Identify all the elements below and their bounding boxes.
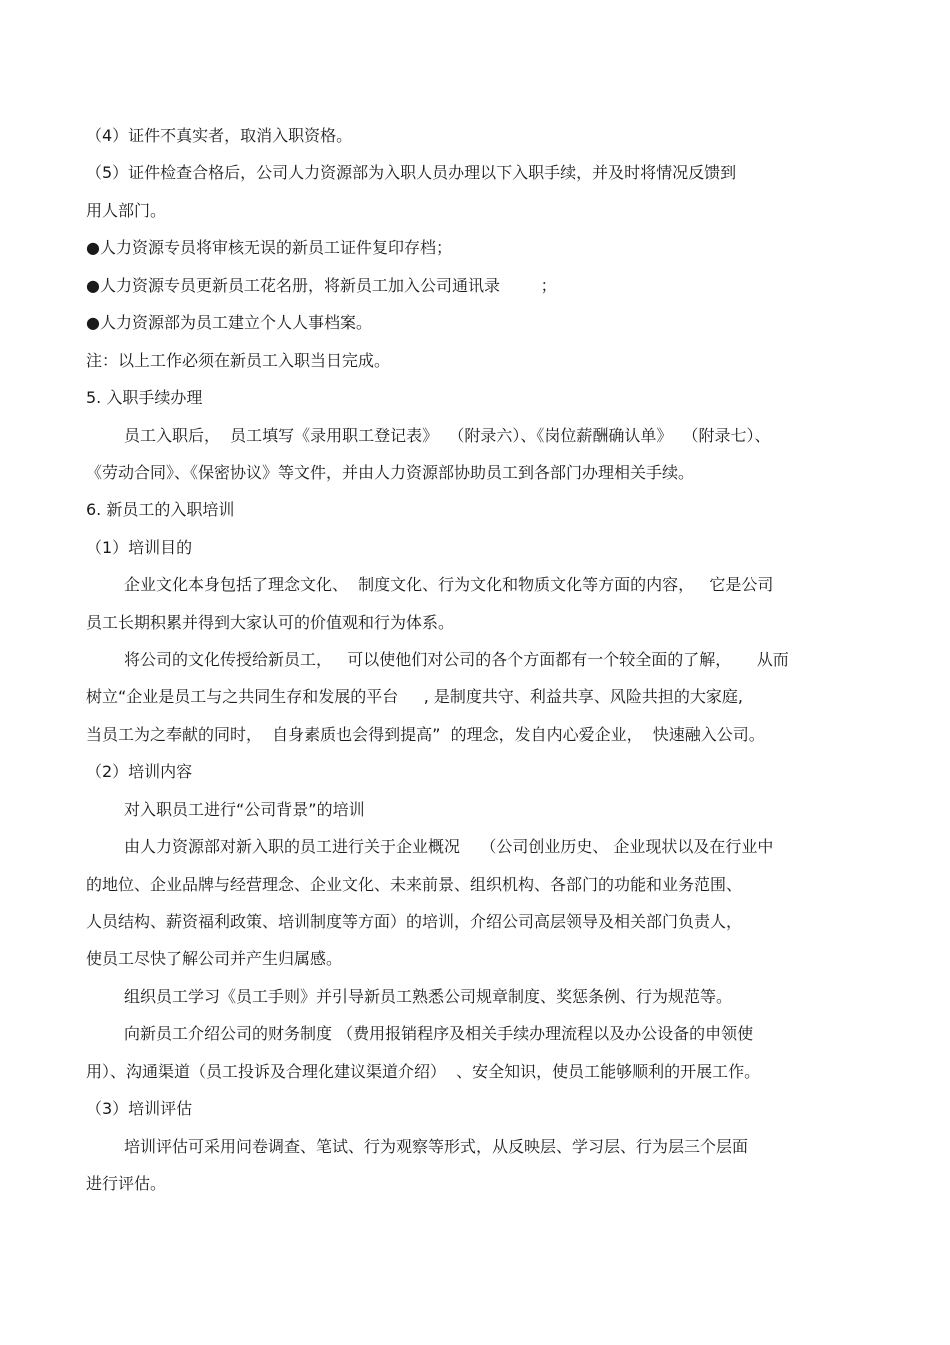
text-line: 当员工为之奉献的同时， 自身素质也会得到提高” 的理念，发自内心爱企业， 快速融入公司。 (86, 725, 765, 744)
text-line: 员工长期积累并得到大家认可的价值观和行为体系。 (86, 613, 455, 632)
section-heading: 6. 新员工的入职培训 (86, 500, 235, 519)
text-line: 由人力资源部对新入职的员工进行关于企业概况 （公司创业历史、 企业现状以及在行业中 (124, 837, 774, 856)
text-line: 人员结构、薪资福利政策、培训制度等方面）的培训，介绍公司高层领导及相关部门负责人， (86, 912, 743, 931)
subsection-heading: （3）培训评估 (86, 1099, 193, 1118)
text-line: 对入职员工进行“公司背景”的培训 (124, 800, 365, 819)
text-line: 树立“企业是员工与之共同生存和发展的平台 , 是制度共守、利益共享、风险共担的大家庭, (86, 687, 743, 706)
text-line: （5）证件检查合格后，公司人力资源部为入职人员办理以下入职手续，并及时将情况反馈到 (86, 163, 737, 182)
text-line: 用人部门。 (86, 201, 167, 220)
section-heading: 5. 入职手续办理 (86, 388, 203, 407)
text-line: 企业文化本身包括了理念文化、 制度文化、行为文化和物质文化等方面的内容， 它是公司 (124, 575, 774, 594)
text-line: （4）证件不真实者，取消入职资格。 (86, 126, 353, 145)
text-line: 《劳动合同》、《保密协议》等文件，并由人力资源部协助员工到各部门办理相关手续。 (86, 463, 695, 482)
text-line: 组织员工学习《员工手则》并引导新员工熟悉公司规章制度、奖惩条例、行为规范等。 (124, 987, 733, 1006)
bullet-item: ●人力资源专员将审核无误的新员工证件复印存档； (86, 238, 452, 257)
text-line: 的地位、企业品牌与经营理念、企业文化、未来前景、组织机构、各部门的功能和业务范围、 (86, 875, 743, 894)
note-line: 注：以上工作必须在新员工入职当日完成。 (86, 351, 391, 370)
text-line: 进行评估。 (86, 1174, 167, 1193)
bullet-item: ●人力资源专员更新员工花名册，将新员工加入公司通讯录 ； (86, 276, 557, 295)
text-line: 将公司的文化传授给新员工， 可以使他们对公司的各个方面都有一个较全面的了解， 从而 (124, 650, 789, 669)
text-line: 向新员工介绍公司的财务制度 （费用报销程序及相关手续办理流程以及办公设备的申领使 (124, 1024, 754, 1043)
subsection-heading: （2）培训内容 (86, 762, 193, 781)
text-line: 用）、沟通渠道（员工投诉及合理化建议渠道介绍） 、安全知识，使员工能够顺利的开展工作。 (86, 1062, 761, 1081)
text-line: 使员工尽快了解公司并产生归属感。 (86, 949, 343, 968)
text-line: 员工入职后， 员工填写《录用职工登记表》 （附录六）、《岗位薪酬确认单》 （附录七）、 (124, 426, 771, 445)
bullet-item: ●人力资源部为员工建立个人人事档案。 (86, 313, 372, 332)
subsection-heading: （1）培训目的 (86, 538, 193, 557)
text-line: 培训评估可采用问卷调查、笔试、行为观察等形式，从反映层、学习层、行为层三个层面 (124, 1137, 749, 1156)
